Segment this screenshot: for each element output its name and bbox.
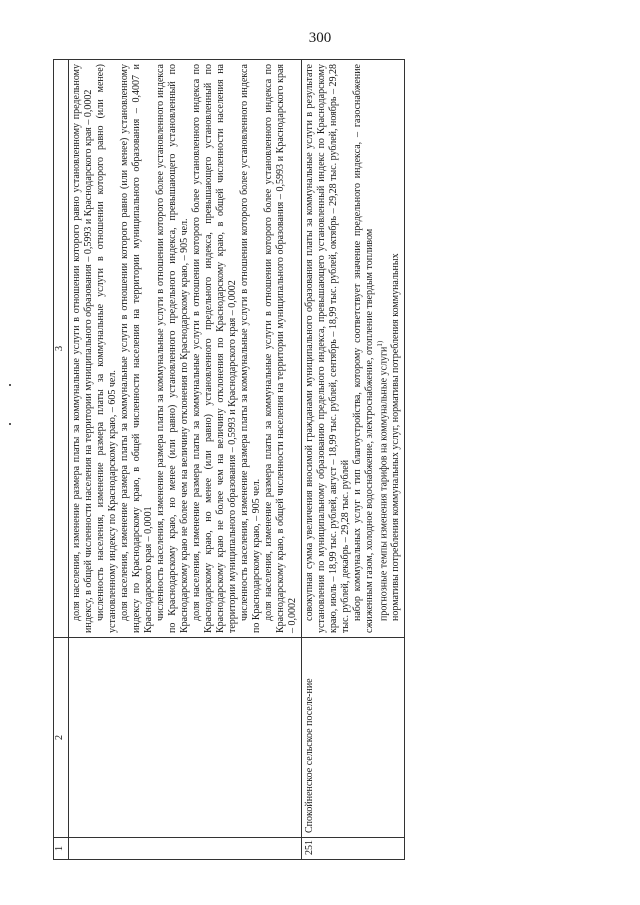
- data-table: [53, 59, 405, 860]
- indicator-text: доля населения, изменение размера платы за коммунальные услуги в отношении которого более установленного индекса по Краснодарскому краю, в общей численности населения на территории муниципального образования – 0,5993 и Краснодарского края – 0,0002: [263, 64, 298, 633]
- indicator-text: численность населения, изменение размера платы за коммунальные услуги в отношении которого более установленного индекса по Краснодарскому краю, но менее (или равно) установленного предельного индекса, превышающего установленный по Краснодарскому краю не более чем на величину отклонения по Краснодарскому краю, – 905 чел.: [155, 64, 190, 633]
- table-header-row: [54, 60, 69, 860]
- indicator-text: доля населения, изменение размера платы за коммунальные услуги в отношении которого равно установленному предельному индексу, в общей численности населения на территории муниципального образования – 0,5993 и Краснодарского края – 0,0002: [71, 64, 94, 633]
- scan-speck: [9, 423, 11, 425]
- page-number: 300: [308, 30, 332, 46]
- tariff-text: прогнозные темпы изменения тарифов на коммунальные услуги: [378, 346, 390, 621]
- rotated-content: [53, 60, 613, 860]
- settlement-name: Спокойненское сельское поселе-ние: [302, 638, 405, 838]
- cell-number: [69, 838, 302, 860]
- cell-name: [69, 638, 302, 838]
- header-col-3: 3: [54, 60, 69, 638]
- tariff-line: [376, 64, 390, 633]
- cell-indicators: [69, 60, 302, 638]
- indicator-text: совокупная сумма увеличения вносимой гражданами муниципального образования платы за коммунальные услуги в результате установления по муниципальному образованию предельного индекса, превышающего установленный индекс по Краснодарскому краю, июль – 18,99 тыс. рублей, август – 18,99 тыс. рублей, сентябрь – 18,99 тыс. рублей, октябрь – 29,28 тыс. рублей, ноябрь – 29,28 тыс. рублей, декабрь – 29,28 тыс. рублей: [304, 64, 351, 633]
- cell-indicators: [302, 60, 405, 638]
- row-number: 251: [302, 838, 405, 860]
- indicator-text: численность населения, изменение размера платы за коммунальные услуги в отношении которого равно (или менее) установленному индексу по Краснодарскому краю, – 605 чел.: [95, 64, 118, 633]
- indicator-text: численность населения, изменение размера платы за коммунальные услуги в отношении которого более установленного индекса по Краснодарскому краю, – 905 чел.: [239, 64, 262, 633]
- table-row-251: [302, 60, 405, 860]
- indicator-text: доля населения, изменение размера платы за коммунальные услуги в отношении которого более установленного индекса по Краснодарскому краю, но менее (или равно) установленного предельного индекса, превышающего установленный по Краснодарскому краю не более чем на величину отклонения по Краснодарскому краю, в общей численности населения на территории муниципального образования – 0,5993 и Краснодарского края – 0,0002: [191, 64, 238, 633]
- table-row-continued: [69, 60, 302, 860]
- indicator-text: набор коммунальных услуг и тип благоустройства, которому соответствует значение предельного индекса, – газоснабжение сжиженным газом, холодное водоснабжение, электроснабжение, отопление твердым топливом: [352, 64, 375, 633]
- header-col-1: 1: [54, 838, 69, 860]
- footnote-marker: 1): [376, 340, 384, 347]
- scan-speck: [9, 384, 11, 386]
- header-col-2: 2: [54, 638, 69, 838]
- indicator-text: нормативы потребления коммунальных услуг, нормативы потребления коммунальных: [390, 253, 402, 621]
- indicator-text: доля населения, изменение размера платы за коммунальные услуги в отношении которого равно (или менее) установленному индексу по Краснодарскому краю, в общей численности населения на территории муниципального образования – 0,4007 и Краснодарского края – 0,0001: [119, 64, 154, 633]
- rotated-page: [53, 60, 613, 860]
